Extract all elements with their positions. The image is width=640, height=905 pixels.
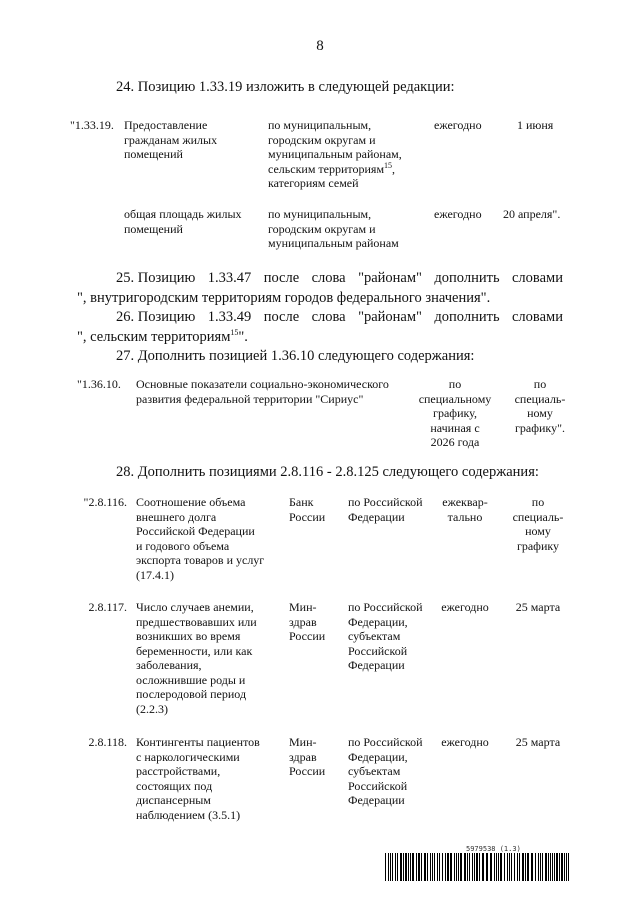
table-1-row-1-date: 1 июня <box>517 118 554 132</box>
barcode-bar <box>535 853 536 881</box>
item-28-text: 28. Дополнить позициями 2.8.116 - 2.8.125 следующего содержания: <box>116 464 539 480</box>
barcode-bar <box>519 853 520 881</box>
table-3-row-3-date: 25 марта <box>515 735 561 749</box>
barcode-bar <box>403 853 404 881</box>
table-3-row-3-code: 2.8.118. <box>88 735 127 749</box>
barcode-bar <box>527 853 529 881</box>
item-24-text: 24. Позицию 1.33.19 изложить в следующей редакции: <box>116 79 455 95</box>
table-3-row-1-code: "2.8.116. <box>83 495 127 509</box>
barcode-bar <box>494 853 495 881</box>
barcode-image <box>385 853 570 881</box>
table-2-code: "1.36.10. <box>77 377 121 391</box>
barcode-bar <box>447 853 449 881</box>
barcode-bar <box>390 853 391 881</box>
item-26-line-1: 26. Позицию 1.33.49 после слова "районам" дополнить словами <box>116 309 563 325</box>
barcode-bar <box>509 853 510 881</box>
table-3-row-2-breakdown: по Российской Федерации, субъектам Российской Федерации <box>348 600 423 672</box>
barcode-bar <box>434 853 435 881</box>
barcode-bar <box>472 853 473 881</box>
table-1-row-1-name: Предоставление гражданам жилых помещений <box>124 118 218 161</box>
barcode-bar <box>476 853 478 881</box>
barcode-bar <box>507 853 508 881</box>
barcode-bar <box>556 853 558 881</box>
table-2-date: по специаль- ному графику". <box>514 377 566 435</box>
barcode-bar <box>552 853 553 881</box>
barcode-bar <box>566 853 567 881</box>
table-3-row-3-agency: Мин- здрав России <box>289 735 326 778</box>
barcode-bar <box>395 853 396 881</box>
barcode-bar <box>437 853 438 881</box>
table-2-period: по специальному графику, начиная с 2026 года <box>418 377 492 449</box>
barcode-bar <box>412 853 414 881</box>
table-1-row-2-date: 20 апреля". <box>503 207 561 221</box>
barcode-bar <box>474 853 475 881</box>
barcode-bar <box>504 853 505 881</box>
barcode-bar <box>467 853 468 881</box>
barcode-bar <box>442 853 443 881</box>
table-3-row-3-name: Контингенты пациентов с наркологическими расстройствами, состоящих под диспансерным наблюдением (3.5.1) <box>136 735 260 822</box>
item-25-line-1: 25. Позицию 1.33.47 после слова "районам" дополнить словами <box>116 270 563 286</box>
barcode-bar <box>400 853 402 881</box>
item-26-line-2: ", сельским территориям$^{15}$". <box>77 328 248 345</box>
item-25-line-2: ", внутригородским территориям городов федерального значения". <box>77 290 491 306</box>
table-3-row-2-agency: Мин- здрав России <box>289 600 326 643</box>
table-3-row-1-date: по специаль- ному графику <box>512 495 564 553</box>
barcode-bar <box>460 853 462 881</box>
barcode-bar <box>564 853 565 881</box>
table-3-row-1-agency: Банк России <box>289 495 326 524</box>
barcode-bar <box>421 853 422 881</box>
barcode-bar <box>525 853 526 881</box>
barcode-bar <box>456 853 457 881</box>
barcode-bar <box>490 853 492 881</box>
footnote-15: 15 <box>230 328 239 338</box>
barcode-bar <box>514 853 515 881</box>
table-1-row-2-period: ежегодно <box>434 207 482 221</box>
footnote-15: 15 <box>384 160 393 170</box>
table-3-row-1-breakdown: по Российской Федерации <box>348 495 423 524</box>
table-3-row-2-period: ежегодно <box>441 600 489 614</box>
barcode-bar <box>498 853 499 881</box>
barcode-bar <box>458 853 459 881</box>
barcode-bar <box>385 853 386 881</box>
barcode-bar <box>486 853 488 881</box>
barcode-bar <box>568 853 569 881</box>
barcode-bar <box>445 853 446 881</box>
barcode-bar <box>388 853 389 881</box>
barcode-bar <box>561 853 563 881</box>
barcode-bar <box>548 853 549 881</box>
barcode-bar <box>432 853 433 881</box>
barcode-bar <box>559 853 560 881</box>
barcode-bar <box>430 853 431 881</box>
table-3-row-1-period: ежеквар- тально <box>442 495 488 524</box>
table-1-row-2-breakdown: по муниципальным, городским округам и муниципальным районам <box>268 207 399 250</box>
table-1-row-1-breakdown: по муниципальным, городским округам и муниципальным районам, сельским территориям$^{15}$, категориям семей <box>268 118 402 190</box>
barcode-bar <box>439 853 440 881</box>
table-3-row-3-period: ежегодно <box>441 735 489 749</box>
barcode-bar <box>450 853 452 881</box>
barcode-bar <box>424 853 426 881</box>
barcode-bar <box>464 853 466 881</box>
barcode-bar <box>482 853 484 881</box>
barcode-bar <box>496 853 497 881</box>
barcode-bar <box>531 853 533 881</box>
table-3-row-1-name: Соотношение объема внешнего долга Российской Федерации и годового объема экспорта товаров и услуг (17.4.1) <box>136 495 265 582</box>
table-1-code: "1.33.19. <box>70 118 114 132</box>
table-1-row-1-period: ежегодно <box>434 118 482 132</box>
barcode-bar <box>542 853 543 881</box>
barcode-bar <box>469 853 470 881</box>
barcode-bar <box>418 853 420 881</box>
table-3-row-2-date: 25 марта <box>515 600 561 614</box>
barcode-bar <box>545 853 547 881</box>
barcode-bar <box>416 853 417 881</box>
barcode-bar <box>517 853 518 881</box>
item-27-text: 27. Дополнить позицией 1.36.10 следующего содержания: <box>116 348 475 364</box>
barcode-bar <box>410 853 411 881</box>
barcode-bar <box>554 853 555 881</box>
barcode-bar <box>479 853 480 881</box>
barcode-bar <box>538 853 539 881</box>
barcode-bar <box>511 853 512 881</box>
barcode-bar <box>408 853 409 881</box>
barcode-bar <box>540 853 541 881</box>
barcode-bar <box>550 853 551 881</box>
barcode-bar <box>397 853 398 881</box>
barcode-bar <box>427 853 428 881</box>
barcode-bar <box>500 853 502 881</box>
page-number: 8 <box>316 38 324 54</box>
barcode-label: 5979538 (1.3) <box>466 845 521 853</box>
barcode-bar <box>522 853 524 881</box>
table-3-row-3-breakdown: по Российской Федерации, субъектам Российской Федерации <box>348 735 423 807</box>
barcode-bar <box>454 853 455 881</box>
table-3-row-2-code: 2.8.117. <box>88 600 127 614</box>
barcode-bar <box>405 853 407 881</box>
table-1-row-2-name: общая площадь жилых помещений <box>124 207 242 236</box>
table-3-row-2-name: Число случаев анемии, предшествовавших или возникших во время беременности, или как заболевания, осложнившие роды и послеродовой период (2.2.3) <box>136 600 257 716</box>
barcode-bar <box>392 853 393 881</box>
table-2-name: Основные показатели социально-экономического развития федеральной территории "Сириус" <box>136 377 389 406</box>
